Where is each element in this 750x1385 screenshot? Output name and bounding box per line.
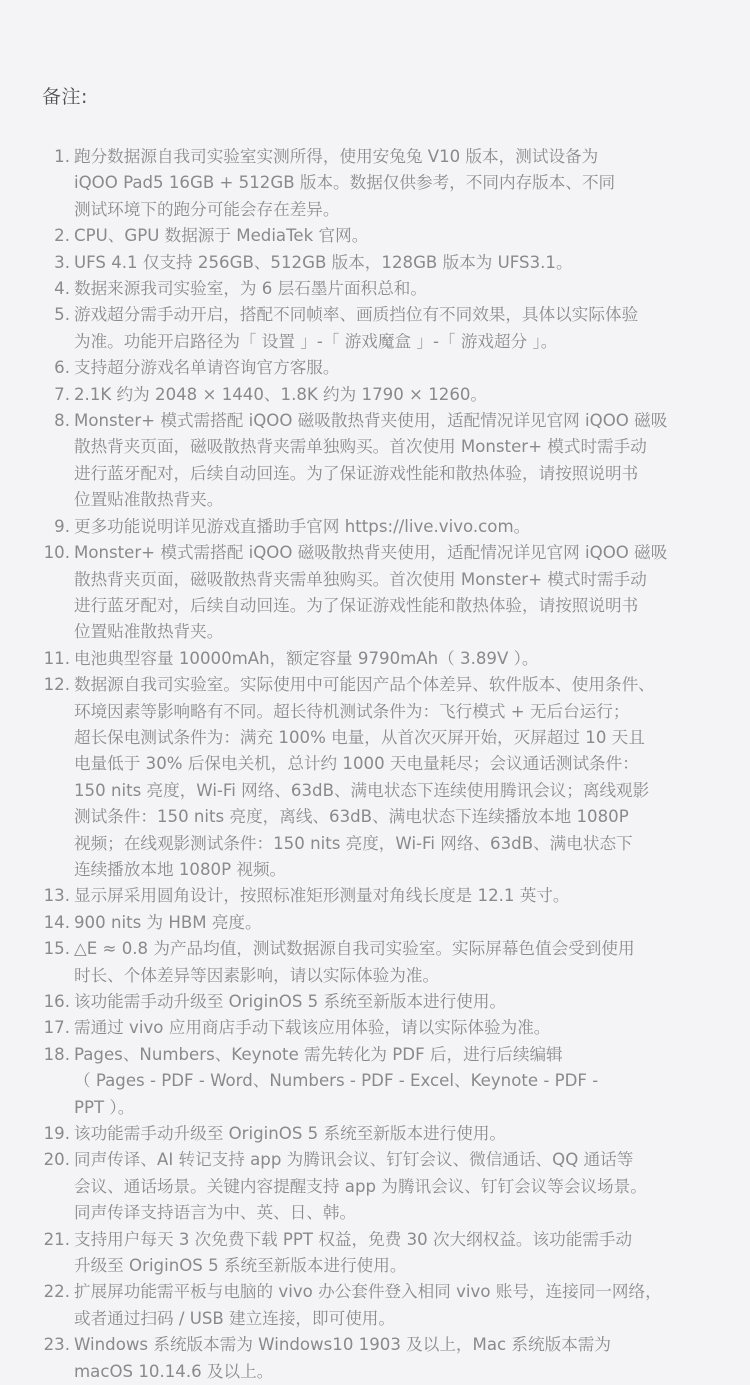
note-number: 18. [43,1044,70,1064]
note-item [0,408,750,514]
note-text: Windows 系统版本需为 Windows10 1903 及以上，Mac 系统版本需为 macOS 10.14.6 及以上。 [74,1335,611,1381]
note-number: 23. [43,1335,70,1355]
note-text: Pages、Numbers、Keynote 需先转化为 PDF 后，进行后续编辑 （ Pages - PDF - Word、Numbers - PDF - Excel、Keynote - PDF - PPT ）。 [74,1044,599,1117]
note-number: 14. [43,912,70,932]
note-item [0,646,750,672]
note-item [0,989,750,1015]
note-number: 19. [43,1124,70,1144]
note-item [0,883,750,909]
note-item [0,1042,750,1121]
note-item [0,382,750,408]
note-item [0,302,750,355]
note-number: 15. [43,939,70,959]
note-item [0,1279,750,1332]
note-number: 7. [54,384,70,404]
note-text: 扩展屏功能需平板与电脑的 vivo 办公套件登入相同 vivo 账号，连接同一网络， 或者通过扫码 / USB 建立连接，即可使用。 [74,1282,662,1328]
note-number: 21. [43,1229,70,1249]
note-text: 电池典型容量 10000mAh，额定容量 9790mAh（ 3.89V ）。 [74,648,539,668]
note-item [0,910,750,936]
note-text: 支持用户每天 3 次免费下载 PPT 权益，免费 30 次大纲权益。该功能需手动 升级至 OriginOS 5 系统至新版本进行使用。 [74,1229,633,1276]
note-text: △E ≈ 0.8 为产品均值，测试数据源自我司实验室。实际屏幕色值会受到使用 时长、个体差异等因素影响，请以实际体验为准。 [74,939,635,985]
note-text: 游戏超分需手动开启，搭配不同帧率、画质挡位有不同效果，具体以实际体验 为准。功能开启路径为「 设置 」-「 游戏魔盒 」-「 游戏超分 」。 [74,305,639,351]
note-number: 6. [54,358,70,378]
note-text: 跑分数据源自我司实验室实测所得，使用安兔兔 V10 版本，测试设备为 iQOO Pad5 16GB + 512GB 版本。数据仅供参考，不同内存版本、不同 测试环境下的跑分可能会存在差异。 [74,147,616,219]
note-text: Monster+ 模式需搭配 iQOO 磁吸散热背夹使用，适配情况详见官网 iQOO 磁吸 散热背夹页面，磁吸散热背夹需单独购买。首次使用 Monster+ 模式时需手动 进行蓝牙配对，后续自动回连。为了保证游戏性能和散热体验，请按照说明书 位置贴准散热背夹。 [74,411,668,510]
note-text: UFS 4.1 仅支持 256GB、512GB 版本，128GB 版本为 UFS3.1。 [74,252,573,272]
note-number: 17. [43,1018,70,1038]
notes-list [0,144,750,1385]
note-text: 900 nits 为 HBM 亮度。 [74,912,262,932]
note-item [0,1147,750,1226]
note-item [0,936,750,989]
note-number: 3. [54,252,70,272]
note-number: 12. [43,675,70,695]
note-item [0,223,750,249]
note-number: 4. [54,279,70,299]
note-text: Monster+ 模式需搭配 iQOO 磁吸散热背夹使用，适配情况详见官网 iQOO 磁吸 散热背夹页面，磁吸散热背夹需单独购买。首次使用 Monster+ 模式时需手动 进行蓝牙配对，后续自动回连。为了保证游戏性能和散热体验，请按照说明书 位置贴准散热背夹。 [74,543,668,642]
note-item [0,276,750,302]
note-number: 2. [54,226,70,246]
note-item [0,355,750,381]
note-item [0,1227,750,1280]
note-number: 20. [43,1150,70,1170]
note-item [0,1121,750,1147]
note-item [0,540,750,646]
note-text: 同声传译、AI 转记支持 app 为腾讯会议、钉钉会议、微信通话、QQ 通话等 会议、通话场景。关键内容提醒支持 app 为腾讯会议、钉钉会议等会议场景。 同声传译支持语言为中、英、日、韩。 [74,1150,647,1223]
note-text: 需通过 vivo 应用商店手动下载该应用体验，请以实际体验为准。 [74,1018,551,1038]
note-number: 13. [43,886,70,906]
note-text: 支持超分游戏名单请咨询官方客服。 [74,358,340,378]
note-number: 22. [43,1282,70,1302]
note-item [0,1015,750,1041]
notes-heading: 备注: [42,86,88,108]
note-number: 5. [54,305,70,325]
note-number: 9. [54,516,70,536]
note-item [0,1332,750,1385]
note-number: 8. [54,411,70,431]
note-text: 数据源自我司实验室。实际使用中可能因产品个体差异、软件版本、使用条件、 环境因素等影响略有不同。超长待机测试条件为：飞行模式 + 无后台运行； 超长保电测试条件为：满充 100% 电量，从首次灭屏开始，灭屏超过 10 天且 电量低于 30% 后保电关机，总计约 1000 天电量耗尽；会议通话测试条件： 150 nits 亮度，Wi-Fi 网络、63dB、满电状态下连续使用腾讯会议；离线观影 测试条件：150 nits 亮度，离线、63dB、满电状态下连续播放本地 1080P 视频；在线观影测试条件：150 nits 亮度，Wi-Fi 网络、63dB、满电状态下 连续播放本地 1080P 视频。 [74,675,655,879]
note-text: 该功能需手动升级至 OriginOS 5 系统至新版本进行使用。 [74,992,507,1011]
note-item [0,250,750,276]
note-number: 16. [43,992,70,1011]
note-text: 该功能需手动升级至 OriginOS 5 系统至新版本进行使用。 [74,1124,507,1144]
note-item [0,144,750,223]
note-item [0,514,750,540]
note-text: 数据来源我司实验室，为 6 层石墨片面积总和。 [74,279,427,299]
note-number: 1. [54,147,70,166]
note-number: 11. [43,648,70,668]
note-item [0,672,750,883]
note-text: 显示屏采用圆角设计，按照标准矩形测量对角线长度是 12.1 英寸。 [74,886,570,906]
note-text: CPU、GPU 数据源于 MediaTek 官网。 [74,226,369,246]
note-number: 10. [43,543,70,563]
note-text: 更多功能说明详见游戏直播助手官网 https://live.vivo.com。 [74,516,531,536]
note-text: 2.1K 约为 2048 × 1440、1.8K 约为 1790 × 1260。 [74,384,488,404]
